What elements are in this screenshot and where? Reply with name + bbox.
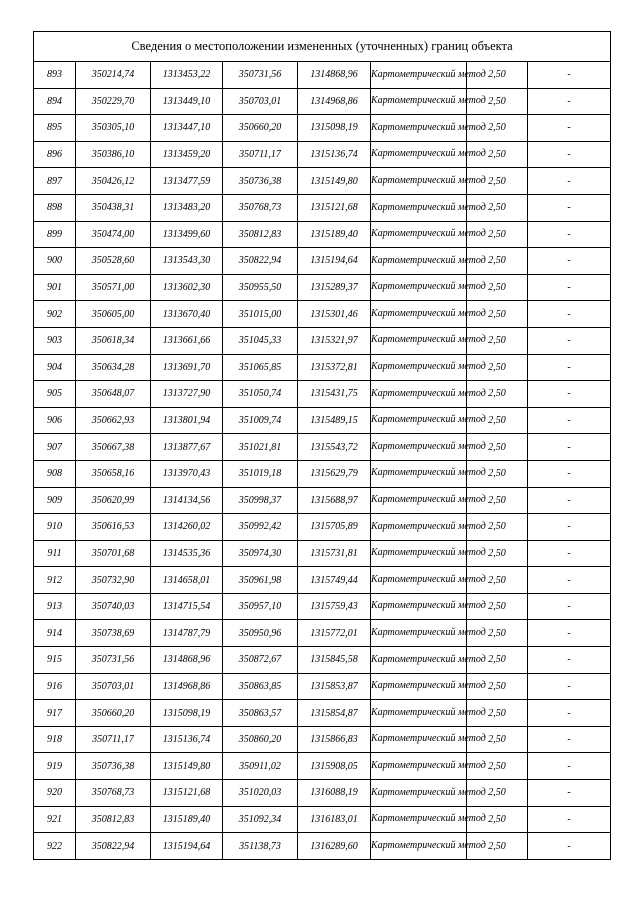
method-cell: Картометрический метод	[371, 327, 467, 354]
x-refined-cell: 350992,42	[223, 514, 298, 541]
x-refined-cell: 350812,83	[223, 221, 298, 248]
description-cell: -	[528, 407, 611, 434]
accuracy-cell: 2,50	[467, 647, 528, 674]
accuracy-cell: 2,50	[467, 327, 528, 354]
y-refined-cell: 1315372,81	[298, 354, 371, 381]
y-existing-cell: 1314715,54	[151, 593, 223, 620]
x-existing-cell: 350732,90	[76, 567, 151, 594]
y-refined-cell: 1315289,37	[298, 274, 371, 301]
y-existing-cell: 1315121,68	[151, 780, 223, 807]
y-existing-cell: 1314260,02	[151, 514, 223, 541]
method-cell: Картометрический метод	[371, 647, 467, 674]
accuracy-cell: 2,50	[467, 753, 528, 780]
description-cell: -	[528, 248, 611, 275]
x-refined-cell: 350736,38	[223, 168, 298, 195]
method-cell: Картометрический метод	[371, 514, 467, 541]
accuracy-cell: 2,50	[467, 593, 528, 620]
x-refined-cell: 350872,67	[223, 647, 298, 674]
x-refined-cell: 350950,96	[223, 620, 298, 647]
x-existing-cell: 350229,70	[76, 88, 151, 115]
table-row	[34, 700, 611, 727]
x-refined-cell: 350955,50	[223, 274, 298, 301]
x-refined-cell: 350768,73	[223, 194, 298, 221]
x-existing-cell: 350740,03	[76, 593, 151, 620]
y-existing-cell: 1314868,96	[151, 647, 223, 674]
boundary-coordinates-table	[33, 31, 611, 860]
accuracy-cell: 2,50	[467, 460, 528, 487]
x-refined-cell: 350731,56	[223, 62, 298, 89]
y-refined-cell: 1314968,86	[298, 88, 371, 115]
boundary-table-container	[33, 31, 610, 860]
x-refined-cell: 350822,94	[223, 248, 298, 275]
table-row	[34, 168, 611, 195]
x-existing-cell: 350386,10	[76, 141, 151, 168]
table-row	[34, 726, 611, 753]
method-cell: Картометрический метод	[371, 168, 467, 195]
description-cell: -	[528, 780, 611, 807]
y-existing-cell: 1315149,80	[151, 753, 223, 780]
accuracy-cell: 2,50	[467, 407, 528, 434]
y-refined-cell: 1315321,97	[298, 327, 371, 354]
accuracy-cell: 2,50	[467, 354, 528, 381]
description-cell: -	[528, 620, 611, 647]
table-row	[34, 115, 611, 142]
x-existing-cell: 350667,38	[76, 434, 151, 461]
table-row	[34, 194, 611, 221]
method-cell: Картометрический метод	[371, 141, 467, 168]
x-existing-cell: 350616,53	[76, 514, 151, 541]
table-row	[34, 434, 611, 461]
accuracy-cell: 2,50	[467, 141, 528, 168]
x-refined-cell: 350863,57	[223, 700, 298, 727]
point-number-cell: 920	[34, 780, 76, 807]
y-existing-cell: 1314968,86	[151, 673, 223, 700]
description-cell: -	[528, 434, 611, 461]
accuracy-cell: 2,50	[467, 194, 528, 221]
accuracy-cell: 2,50	[467, 726, 528, 753]
table-row	[34, 301, 611, 328]
description-cell: -	[528, 381, 611, 408]
description-cell: -	[528, 673, 611, 700]
description-cell: -	[528, 753, 611, 780]
y-refined-cell: 1315705,89	[298, 514, 371, 541]
point-number-cell: 905	[34, 381, 76, 408]
accuracy-cell: 2,50	[467, 115, 528, 142]
y-existing-cell: 1313477,59	[151, 168, 223, 195]
table-row	[34, 62, 611, 89]
method-cell: Картометрический метод	[371, 540, 467, 567]
x-refined-cell: 351092,34	[223, 806, 298, 833]
method-cell: Картометрический метод	[371, 407, 467, 434]
table-row	[34, 221, 611, 248]
accuracy-cell: 2,50	[467, 248, 528, 275]
x-refined-cell: 350911,02	[223, 753, 298, 780]
x-existing-cell: 350812,83	[76, 806, 151, 833]
point-number-cell: 896	[34, 141, 76, 168]
y-refined-cell: 1315866,83	[298, 726, 371, 753]
y-existing-cell: 1313453,22	[151, 62, 223, 89]
point-number-cell: 913	[34, 593, 76, 620]
point-number-cell: 919	[34, 753, 76, 780]
point-number-cell: 918	[34, 726, 76, 753]
x-existing-cell: 350474,00	[76, 221, 151, 248]
description-cell: -	[528, 327, 611, 354]
table-row	[34, 88, 611, 115]
y-refined-cell: 1315731,81	[298, 540, 371, 567]
description-cell: -	[528, 647, 611, 674]
point-number-cell: 897	[34, 168, 76, 195]
x-existing-cell: 350438,31	[76, 194, 151, 221]
accuracy-cell: 2,50	[467, 301, 528, 328]
table-row	[34, 833, 611, 860]
point-number-cell: 917	[34, 700, 76, 727]
method-cell: Картометрический метод	[371, 381, 467, 408]
x-refined-cell: 350711,17	[223, 141, 298, 168]
method-cell: Картометрический метод	[371, 274, 467, 301]
description-cell: -	[528, 806, 611, 833]
method-cell: Картометрический метод	[371, 194, 467, 221]
x-existing-cell: 350768,73	[76, 780, 151, 807]
accuracy-cell: 2,50	[467, 381, 528, 408]
y-refined-cell: 1315772,01	[298, 620, 371, 647]
description-cell: -	[528, 354, 611, 381]
point-number-cell: 921	[34, 806, 76, 833]
table-title-row	[34, 32, 611, 62]
description-cell: -	[528, 62, 611, 89]
y-existing-cell: 1313661,66	[151, 327, 223, 354]
method-cell: Картометрический метод	[371, 221, 467, 248]
accuracy-cell: 2,50	[467, 487, 528, 514]
y-refined-cell: 1315194,64	[298, 248, 371, 275]
y-existing-cell: 1313801,94	[151, 407, 223, 434]
method-cell: Картометрический метод	[371, 753, 467, 780]
table-row	[34, 381, 611, 408]
method-cell: Картометрический метод	[371, 620, 467, 647]
x-refined-cell: 350863,85	[223, 673, 298, 700]
x-refined-cell: 351020,03	[223, 780, 298, 807]
description-cell: -	[528, 221, 611, 248]
y-existing-cell: 1313459,20	[151, 141, 223, 168]
description-cell: -	[528, 141, 611, 168]
table-row	[34, 460, 611, 487]
x-existing-cell: 350658,16	[76, 460, 151, 487]
x-existing-cell: 350703,01	[76, 673, 151, 700]
y-refined-cell: 1315149,80	[298, 168, 371, 195]
point-number-cell: 902	[34, 301, 76, 328]
point-number-cell: 907	[34, 434, 76, 461]
accuracy-cell: 2,50	[467, 62, 528, 89]
x-refined-cell: 351065,85	[223, 354, 298, 381]
accuracy-cell: 2,50	[467, 700, 528, 727]
method-cell: Картометрический метод	[371, 62, 467, 89]
y-refined-cell: 1315908,05	[298, 753, 371, 780]
y-existing-cell: 1313877,67	[151, 434, 223, 461]
point-number-cell: 915	[34, 647, 76, 674]
point-number-cell: 906	[34, 407, 76, 434]
method-cell: Картометрический метод	[371, 700, 467, 727]
y-refined-cell: 1315489,15	[298, 407, 371, 434]
description-cell: -	[528, 88, 611, 115]
y-refined-cell: 1316088,19	[298, 780, 371, 807]
y-refined-cell: 1315098,19	[298, 115, 371, 142]
method-cell: Картометрический метод	[371, 806, 467, 833]
accuracy-cell: 2,50	[467, 274, 528, 301]
y-refined-cell: 1314868,96	[298, 62, 371, 89]
y-existing-cell: 1314535,36	[151, 540, 223, 567]
x-refined-cell: 350998,37	[223, 487, 298, 514]
y-refined-cell: 1315854,87	[298, 700, 371, 727]
y-existing-cell: 1313727,90	[151, 381, 223, 408]
x-refined-cell: 351050,74	[223, 381, 298, 408]
x-existing-cell: 350648,07	[76, 381, 151, 408]
method-cell: Картометрический метод	[371, 460, 467, 487]
x-existing-cell: 350528,60	[76, 248, 151, 275]
table-row	[34, 620, 611, 647]
point-number-cell: 908	[34, 460, 76, 487]
description-cell: -	[528, 514, 611, 541]
point-number-cell: 904	[34, 354, 76, 381]
accuracy-cell: 2,50	[467, 620, 528, 647]
x-existing-cell: 350305,10	[76, 115, 151, 142]
method-cell: Картометрический метод	[371, 833, 467, 860]
y-refined-cell: 1316289,60	[298, 833, 371, 860]
method-cell: Картометрический метод	[371, 567, 467, 594]
point-number-cell: 909	[34, 487, 76, 514]
table-row	[34, 567, 611, 594]
table-row	[34, 780, 611, 807]
point-number-cell: 916	[34, 673, 76, 700]
accuracy-cell: 2,50	[467, 673, 528, 700]
y-existing-cell: 1314134,56	[151, 487, 223, 514]
y-existing-cell: 1313483,20	[151, 194, 223, 221]
accuracy-cell: 2,50	[467, 221, 528, 248]
y-existing-cell: 1313670,40	[151, 301, 223, 328]
accuracy-cell: 2,50	[467, 780, 528, 807]
accuracy-cell: 2,50	[467, 168, 528, 195]
x-refined-cell: 351009,74	[223, 407, 298, 434]
point-number-cell: 901	[34, 274, 76, 301]
y-refined-cell: 1315543,72	[298, 434, 371, 461]
point-number-cell: 898	[34, 194, 76, 221]
point-number-cell: 911	[34, 540, 76, 567]
accuracy-cell: 2,50	[467, 567, 528, 594]
x-existing-cell: 350660,20	[76, 700, 151, 727]
x-existing-cell: 350738,69	[76, 620, 151, 647]
y-existing-cell: 1313691,70	[151, 354, 223, 381]
table-row	[34, 141, 611, 168]
table-row	[34, 327, 611, 354]
x-refined-cell: 350961,98	[223, 567, 298, 594]
accuracy-cell: 2,50	[467, 88, 528, 115]
table-row	[34, 593, 611, 620]
point-number-cell: 903	[34, 327, 76, 354]
accuracy-cell: 2,50	[467, 806, 528, 833]
description-cell: -	[528, 567, 611, 594]
x-refined-cell: 350660,20	[223, 115, 298, 142]
method-cell: Картометрический метод	[371, 115, 467, 142]
x-existing-cell: 350571,00	[76, 274, 151, 301]
method-cell: Картометрический метод	[371, 726, 467, 753]
x-refined-cell: 351015,00	[223, 301, 298, 328]
description-cell: -	[528, 593, 611, 620]
x-existing-cell: 350736,38	[76, 753, 151, 780]
x-refined-cell: 350860,20	[223, 726, 298, 753]
y-refined-cell: 1315121,68	[298, 194, 371, 221]
description-cell: -	[528, 540, 611, 567]
point-number-cell: 895	[34, 115, 76, 142]
y-refined-cell: 1315845,58	[298, 647, 371, 674]
point-number-cell: 914	[34, 620, 76, 647]
y-refined-cell: 1315759,43	[298, 593, 371, 620]
x-refined-cell: 350974,30	[223, 540, 298, 567]
description-cell: -	[528, 194, 611, 221]
x-existing-cell: 350605,00	[76, 301, 151, 328]
point-number-cell: 900	[34, 248, 76, 275]
x-existing-cell: 350711,17	[76, 726, 151, 753]
x-refined-cell: 351019,18	[223, 460, 298, 487]
accuracy-cell: 2,50	[467, 540, 528, 567]
y-existing-cell: 1313602,30	[151, 274, 223, 301]
table-row	[34, 514, 611, 541]
table-row	[34, 248, 611, 275]
point-number-cell: 912	[34, 567, 76, 594]
description-cell: -	[528, 115, 611, 142]
description-cell: -	[528, 487, 611, 514]
table-row	[34, 806, 611, 833]
y-existing-cell: 1313449,10	[151, 88, 223, 115]
table-title: Сведения о местоположении измененных (уточненных) границ объекта	[34, 32, 611, 62]
method-cell: Картометрический метод	[371, 780, 467, 807]
description-cell: -	[528, 833, 611, 860]
x-refined-cell: 350703,01	[223, 88, 298, 115]
y-existing-cell: 1313543,30	[151, 248, 223, 275]
y-refined-cell: 1315688,97	[298, 487, 371, 514]
y-existing-cell: 1314658,01	[151, 567, 223, 594]
accuracy-cell: 2,50	[467, 514, 528, 541]
x-existing-cell: 350822,94	[76, 833, 151, 860]
x-refined-cell: 350957,10	[223, 593, 298, 620]
y-existing-cell: 1314787,79	[151, 620, 223, 647]
table-row	[34, 540, 611, 567]
y-existing-cell: 1315098,19	[151, 700, 223, 727]
y-existing-cell: 1315194,64	[151, 833, 223, 860]
y-refined-cell: 1315136,74	[298, 141, 371, 168]
y-refined-cell: 1315853,87	[298, 673, 371, 700]
table-row	[34, 354, 611, 381]
table-row	[34, 753, 611, 780]
method-cell: Картометрический метод	[371, 248, 467, 275]
method-cell: Картометрический метод	[371, 354, 467, 381]
y-refined-cell: 1315189,40	[298, 221, 371, 248]
table-row	[34, 407, 611, 434]
y-refined-cell: 1315301,46	[298, 301, 371, 328]
description-cell: -	[528, 700, 611, 727]
y-existing-cell: 1313970,43	[151, 460, 223, 487]
description-cell: -	[528, 460, 611, 487]
method-cell: Картометрический метод	[371, 673, 467, 700]
method-cell: Картометрический метод	[371, 593, 467, 620]
x-existing-cell: 350634,28	[76, 354, 151, 381]
accuracy-cell: 2,50	[467, 434, 528, 461]
y-refined-cell: 1315629,79	[298, 460, 371, 487]
table-row	[34, 673, 611, 700]
point-number-cell: 922	[34, 833, 76, 860]
y-existing-cell: 1315136,74	[151, 726, 223, 753]
accuracy-cell: 2,50	[467, 833, 528, 860]
x-existing-cell: 350731,56	[76, 647, 151, 674]
y-existing-cell: 1313499,60	[151, 221, 223, 248]
x-refined-cell: 351021,81	[223, 434, 298, 461]
x-refined-cell: 351138,73	[223, 833, 298, 860]
x-existing-cell: 350618,34	[76, 327, 151, 354]
x-existing-cell: 350662,93	[76, 407, 151, 434]
point-number-cell: 899	[34, 221, 76, 248]
y-refined-cell: 1315431,75	[298, 381, 371, 408]
description-cell: -	[528, 168, 611, 195]
x-existing-cell: 350214,74	[76, 62, 151, 89]
x-existing-cell: 350620,99	[76, 487, 151, 514]
method-cell: Картометрический метод	[371, 487, 467, 514]
description-cell: -	[528, 301, 611, 328]
table-row	[34, 647, 611, 674]
x-refined-cell: 351045,33	[223, 327, 298, 354]
table-row	[34, 274, 611, 301]
method-cell: Картометрический метод	[371, 434, 467, 461]
y-refined-cell: 1315749,44	[298, 567, 371, 594]
y-existing-cell: 1313447,10	[151, 115, 223, 142]
table-row	[34, 487, 611, 514]
description-cell: -	[528, 726, 611, 753]
point-number-cell: 893	[34, 62, 76, 89]
y-existing-cell: 1315189,40	[151, 806, 223, 833]
point-number-cell: 910	[34, 514, 76, 541]
method-cell: Картометрический метод	[371, 88, 467, 115]
x-existing-cell: 350701,68	[76, 540, 151, 567]
point-number-cell: 894	[34, 88, 76, 115]
method-cell: Картометрический метод	[371, 301, 467, 328]
x-existing-cell: 350426,12	[76, 168, 151, 195]
y-refined-cell: 1316183,01	[298, 806, 371, 833]
description-cell: -	[528, 274, 611, 301]
